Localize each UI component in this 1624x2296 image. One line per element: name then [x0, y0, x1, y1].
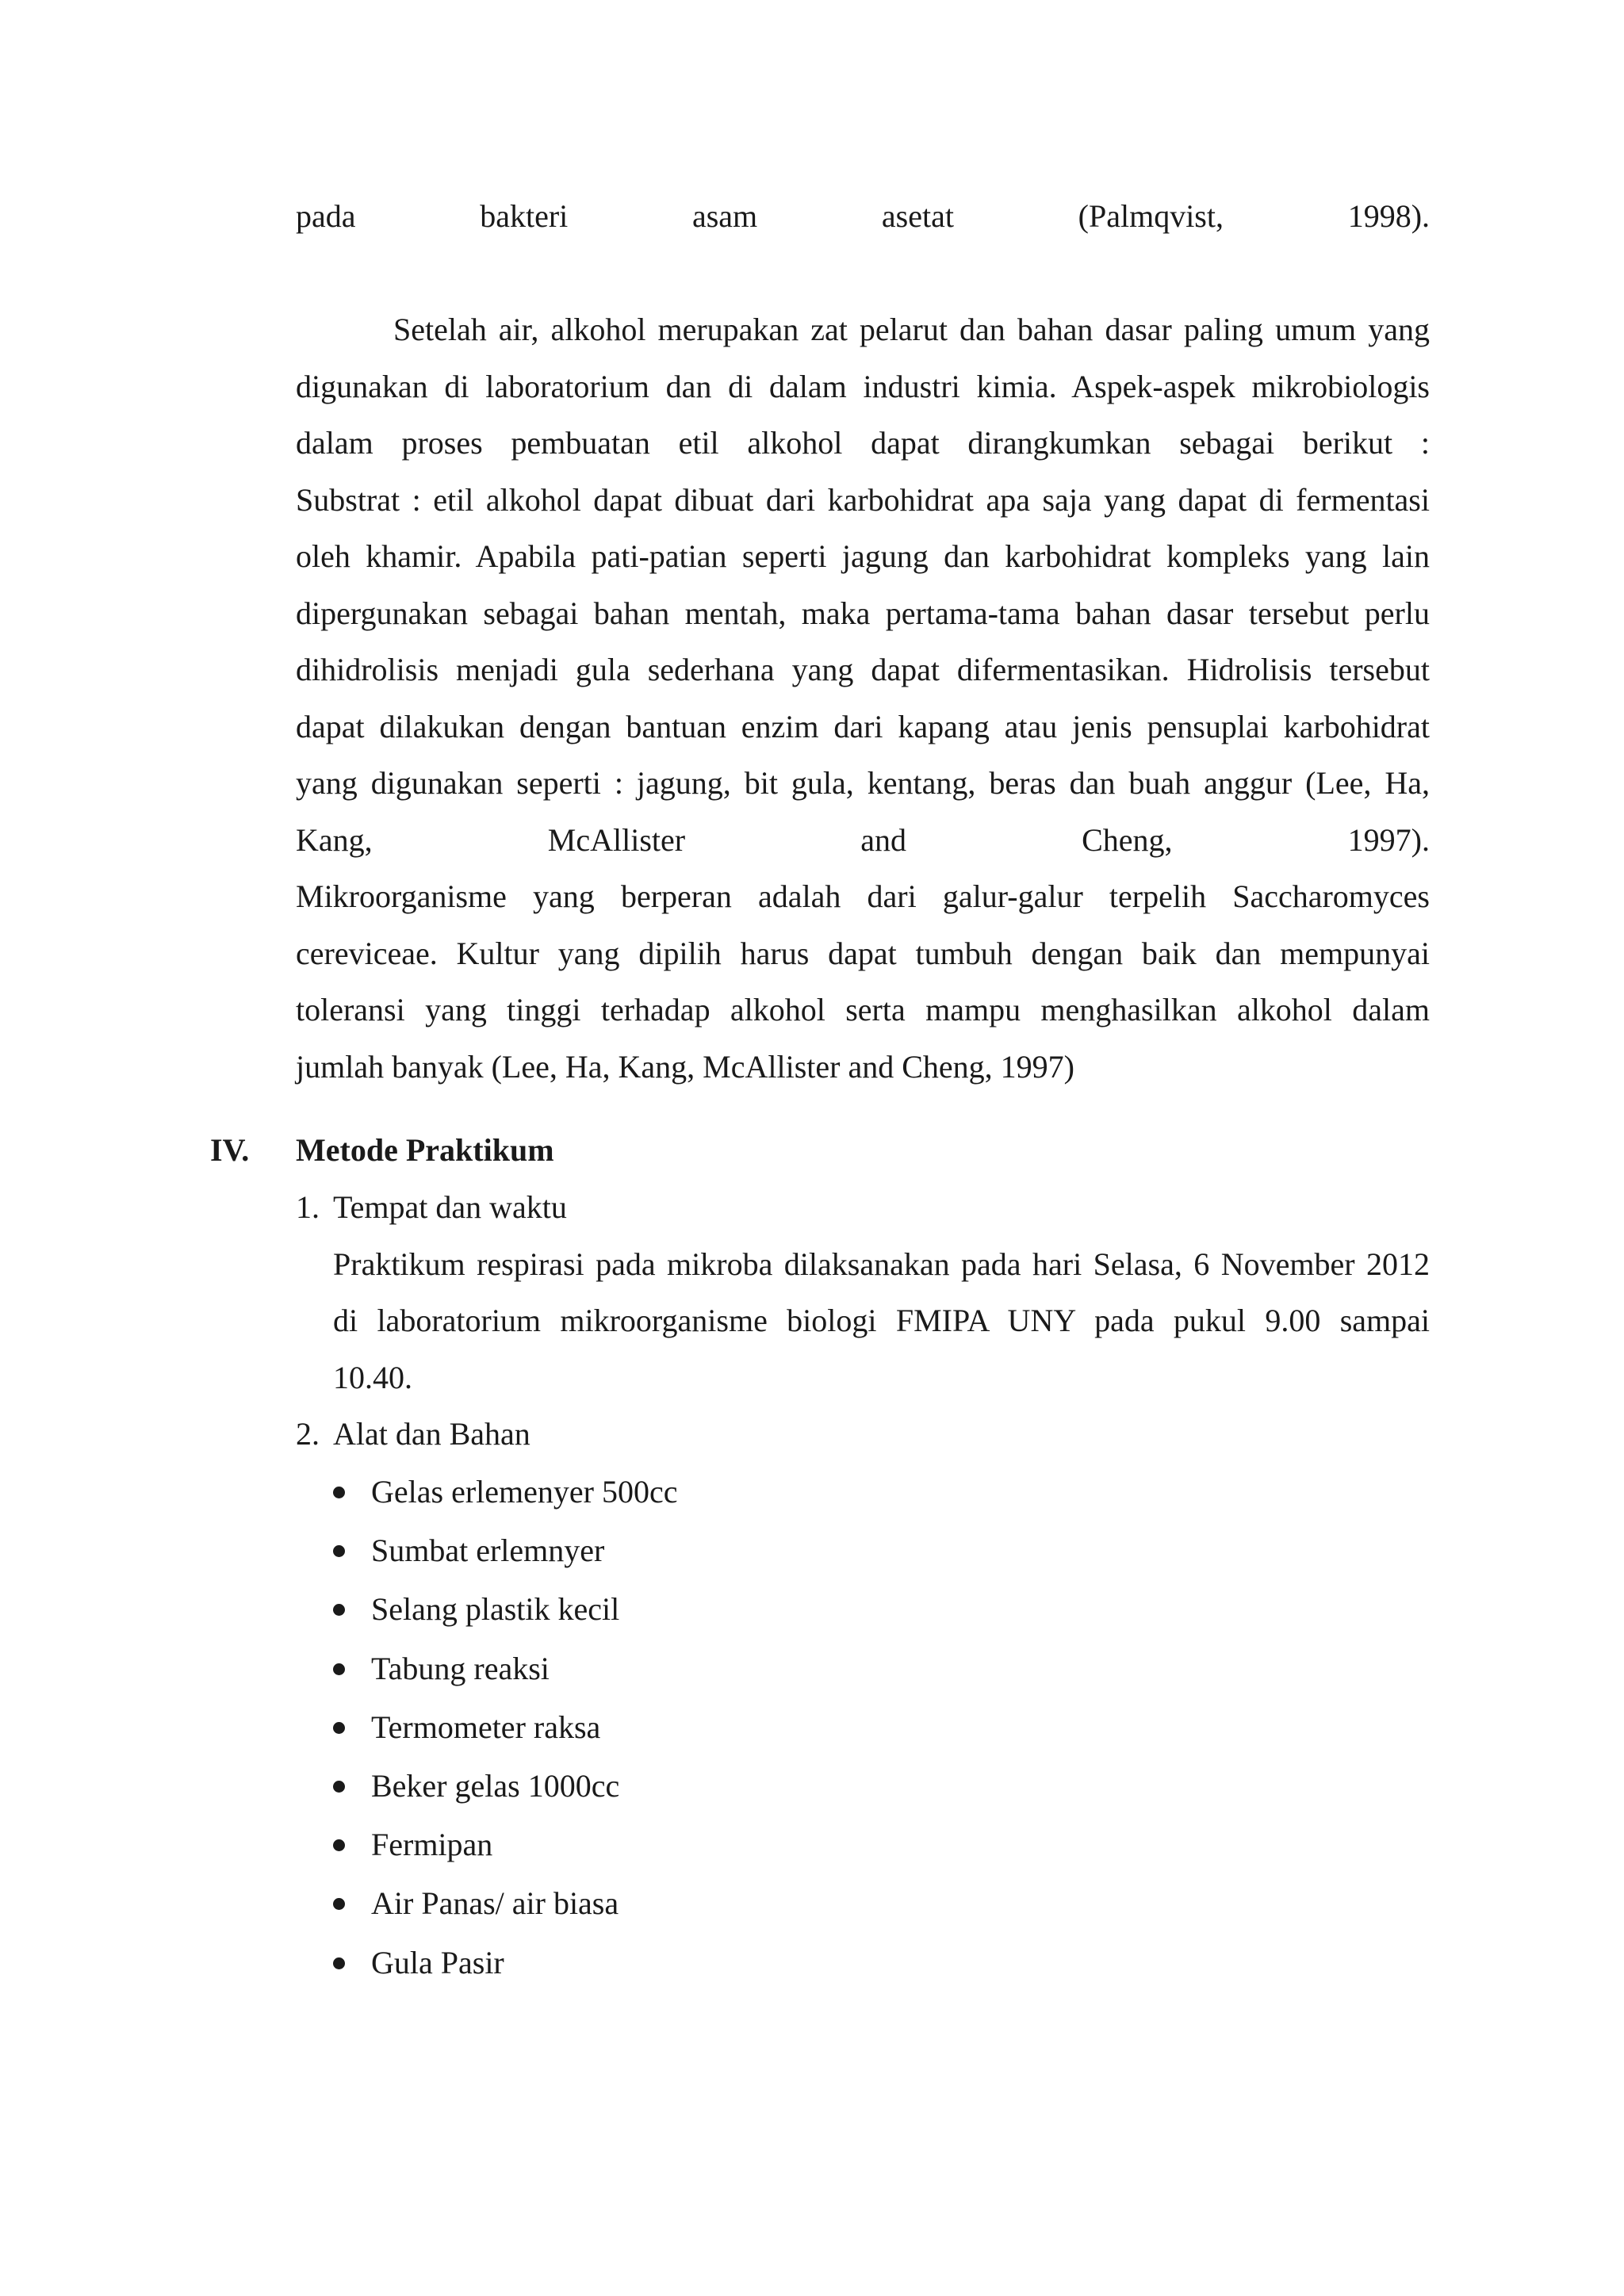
paragraph-line: dapat dilakukan dengan bantuan enzim dari kapang atau jenis pensuplai karbohidrat — [296, 708, 1430, 744]
list-item — [331, 1463, 1124, 1521]
item-number: 1. — [296, 1189, 320, 1225]
paragraph-line: jumlah banyak (Lee, Ha, Kang, McAllister and Cheng, 1997) — [296, 1048, 1074, 1085]
list-item — [331, 1521, 1124, 1580]
item-body — [333, 1406, 1430, 1463]
word: asetat — [881, 198, 954, 234]
bullet-icon — [333, 1487, 345, 1498]
list-item — [331, 1934, 1124, 1992]
paragraph-line: Kang, McAllister and Cheng, 1997). — [296, 821, 1430, 858]
list-item — [331, 1640, 1124, 1698]
paragraph-line: cereviceae. Kultur yang dipilih harus dapat tumbuh dengan baik dan mempunyai — [296, 935, 1430, 971]
paragraph-main — [296, 301, 1430, 1095]
word: bakteri — [480, 198, 569, 234]
list-item — [331, 1816, 1124, 1874]
paragraph-line: dalam proses pembuatan etil alkohol dapat dirangkumkan sebagai berikut : — [296, 425, 1430, 461]
bullet-icon — [333, 1545, 345, 1557]
item-line: 10.40. — [333, 1359, 412, 1395]
list-item-text: Fermipan — [371, 1827, 493, 1863]
list-item-text: Gula Pasir — [371, 1944, 504, 1980]
item-line: di laboratorium mikroorganisme biologi FMIPA UNY pada pukul 9.00 sampai — [333, 1303, 1430, 1338]
section-number: IV. — [210, 1132, 250, 1168]
paragraph-line: oleh khamir. Apabila pati-patian seperti jagung dan karbohidrat kompleks yang lain — [296, 538, 1430, 574]
bullet-icon — [333, 1781, 345, 1793]
paragraph-line: dipergunakan sebagai bahan mentah, maka pertama-tama bahan dasar tersebut perlu — [296, 595, 1430, 631]
item-title: Tempat dan waktu — [333, 1189, 567, 1225]
list-item — [331, 1874, 1124, 1933]
list-item-text: Tabung reaksi — [371, 1650, 550, 1686]
list-item-text: Termometer raksa — [371, 1709, 601, 1745]
list-item — [331, 1757, 1124, 1816]
bullet-icon — [333, 1898, 345, 1910]
paragraph-line: digunakan di laboratorium dan di dalam industri kimia. Aspek-aspek mikrobiologis — [296, 368, 1430, 404]
bullet-icon — [333, 1604, 345, 1616]
bullet-icon — [333, 1957, 345, 1969]
bullet-icon — [333, 1839, 345, 1851]
word: pada — [296, 198, 356, 234]
word: asam — [691, 198, 758, 234]
list-item — [331, 1580, 1124, 1639]
bullet-list — [331, 1463, 1124, 1992]
bullet-icon — [333, 1663, 345, 1675]
list-item-text: Selang plastik kecil — [371, 1591, 620, 1628]
paragraph-line: Mikroorganisme yang berperan adalah dari galur-galur terpelih Saccharomyces — [296, 878, 1430, 914]
bullet-icon — [333, 1722, 345, 1734]
item-line: Praktikum respirasi pada mikroba dilaksanakan pada hari Selasa, 6 November 2012 — [333, 1246, 1430, 1282]
list-item-text: Beker gelas 1000cc — [371, 1767, 620, 1804]
word: 1998). — [1347, 198, 1431, 234]
paragraph-end-line — [296, 188, 1430, 245]
paragraph-line: toleransi yang tinggi terhadap alkohol serta mampu menghasilkan alkohol dalam — [296, 992, 1430, 1027]
list-item — [331, 1698, 1124, 1757]
section-heading — [210, 1122, 1431, 1178]
item-title: Alat dan Bahan — [333, 1416, 530, 1452]
list-item-text: Sumbat erlemnyer — [371, 1533, 605, 1569]
paragraph-line: dihidrolisis menjadi gula sederhana yang dapat difermentasikan. Hidrolisis tersebut — [296, 652, 1430, 687]
item-number: 2. — [296, 1416, 320, 1452]
paragraph-line: yang digunakan seperti : jagung, bit gula, kentang, beras dan buah anggur (Lee, Ha, — [296, 765, 1430, 801]
item-body — [333, 1179, 1430, 1406]
list-item-text: Air Panas/ air biasa — [371, 1885, 619, 1922]
word: (Palmqvist, — [1078, 198, 1224, 234]
paragraph-line: Setelah air, alkohol merupakan zat pelarut dan bahan dasar paling umum yang — [393, 312, 1430, 347]
section-title: Metode Praktikum — [296, 1132, 554, 1168]
paragraph-line: Substrat : etil alkohol dapat dibuat dari karbohidrat apa saja yang dapat di fermentasi — [296, 481, 1430, 518]
list-item-text: Gelas erlemenyer 500cc — [371, 1474, 678, 1510]
paragraph-end — [296, 188, 1430, 245]
